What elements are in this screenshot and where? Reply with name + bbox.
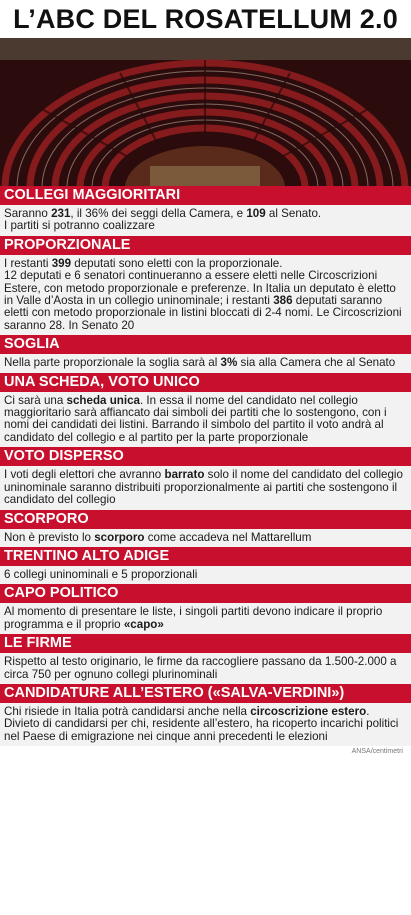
text: sia alla Camera che al Senato <box>237 356 396 370</box>
page-title: L’ABC DEL ROSATELLUM 2.0 <box>13 4 398 34</box>
text: . Divieto di candidarsi per chi, residente all’estero, ha ricoperto incarichi politici nel Paese di emigrazione nei cinque anni precedenti le elezioni <box>4 704 399 743</box>
section <box>0 186 411 236</box>
section-heading: SOGLIA <box>0 335 411 354</box>
text: , il 36% dei seggi della Camera, e <box>70 207 247 220</box>
section-paragraph <box>4 606 407 631</box>
bold-text: scorporo <box>94 530 145 544</box>
section-heading: PROPORZIONALE <box>0 236 411 255</box>
section-paragraph <box>4 357 407 369</box>
section-paragraph <box>4 469 407 506</box>
text: solo il nome del candidato del collegio uninominale saranno distribuiti proporzionalmente ai partiti che sostengono il candidato del collegio <box>4 468 403 507</box>
section-paragraph <box>4 220 407 232</box>
section-paragraph <box>4 270 407 332</box>
senate-chamber-photo <box>0 38 411 186</box>
text: 6 collegi uninominali e 5 proporzionali <box>4 567 198 581</box>
bold-text: 386 <box>273 294 293 308</box>
bold-text: 231 <box>51 207 71 220</box>
bold-text: 399 <box>51 256 72 270</box>
text: deputati sono eletti con la proporzionale. <box>71 256 283 270</box>
section <box>0 584 411 634</box>
text: I voti degli elettori che avranno <box>4 468 165 482</box>
section-body <box>0 653 411 684</box>
text: deputati saranno eletti con metodo proporzionale in listini bloccati di 2-4 nomi. Le Circoscrizioni saranno 28. In Senato 20 <box>4 294 402 332</box>
section-paragraph <box>4 569 407 581</box>
text: Non è previsto lo <box>4 530 95 544</box>
bold-text: 3% <box>220 356 238 370</box>
text: 12 deputati e 6 senatori continueranno a essere eletti nelle Circoscrizioni Estere, con metodo proporzionale e preferenze. In Italia un deputato è eletto in Valle d’Aosta in un collegio uninominale; i restanti <box>4 269 396 308</box>
section-body <box>0 354 411 372</box>
section-heading: TRENTINO ALTO ADIGE <box>0 547 411 566</box>
bold-text: barrato <box>164 468 205 482</box>
section-heading: COLLEGI MAGGIORITARI <box>0 186 411 205</box>
section-paragraph <box>4 395 407 445</box>
section <box>0 236 411 335</box>
section-paragraph <box>4 656 407 681</box>
section-body <box>0 466 411 509</box>
bold-text: «capo» <box>123 617 164 631</box>
text: al Senato. <box>265 207 322 220</box>
section-body <box>0 703 411 746</box>
text: Al momento di presentare le liste, i singoli partiti devono indicare il proprio programma e il proprio <box>4 605 383 631</box>
section <box>0 684 411 746</box>
text: Rispetto al testo originario, le firme da raccogliere passano da 1.500-2.000 a circa 750 per ognuno collegi plurinominali <box>4 655 397 681</box>
bold-text: circoscrizione estero <box>250 704 367 718</box>
bold-text: scheda unica <box>66 393 140 407</box>
section <box>0 447 411 509</box>
text: come accadeva nel Mattarellum <box>144 530 312 544</box>
section <box>0 335 411 372</box>
text: Ci sarà una <box>4 393 67 407</box>
text: Chi risiede in Italia potrà candidarsi anche nella <box>4 704 251 718</box>
section-heading: UNA SCHEDA, VOTO UNICO <box>0 373 411 392</box>
section-body <box>0 205 411 236</box>
text: Nella parte proporzionale la soglia sarà al <box>4 356 221 370</box>
section-body <box>0 603 411 634</box>
section-body <box>0 566 411 584</box>
section-heading: CANDIDATURE ALL’ESTERO («SALVA-VERDINI») <box>0 684 411 703</box>
section-body <box>0 529 411 547</box>
text: . In essa il nome del candidato nel collegio maggioritario sarà affiancato dai simboli dei partiti che lo sostengono, con i nomi dei candidati dei listini. Barrando il simbolo del partito il voto andrà al candidato del collegio e al partito per la parte proporzionale <box>4 393 387 444</box>
section <box>0 547 411 584</box>
section-heading: CAPO POLITICO <box>0 584 411 603</box>
bold-text: 109 <box>246 207 266 220</box>
section-heading: VOTO DISPERSO <box>0 447 411 466</box>
text: I restanti <box>4 256 52 270</box>
text: Saranno <box>4 207 52 220</box>
section <box>0 634 411 684</box>
text: I partiti si potranno coalizzare <box>4 219 155 233</box>
section-body <box>0 255 411 335</box>
senate-chamber-illustration <box>0 38 411 186</box>
photo-credit: ANSA/centimetri <box>351 748 403 756</box>
section-paragraph <box>4 532 407 544</box>
sections-list <box>4 186 407 746</box>
section <box>0 510 411 547</box>
section-heading: SCORPORO <box>0 510 411 529</box>
section-body <box>0 392 411 448</box>
section <box>0 373 411 448</box>
section-heading: LE FIRME <box>0 634 411 653</box>
section-paragraph <box>4 706 407 743</box>
